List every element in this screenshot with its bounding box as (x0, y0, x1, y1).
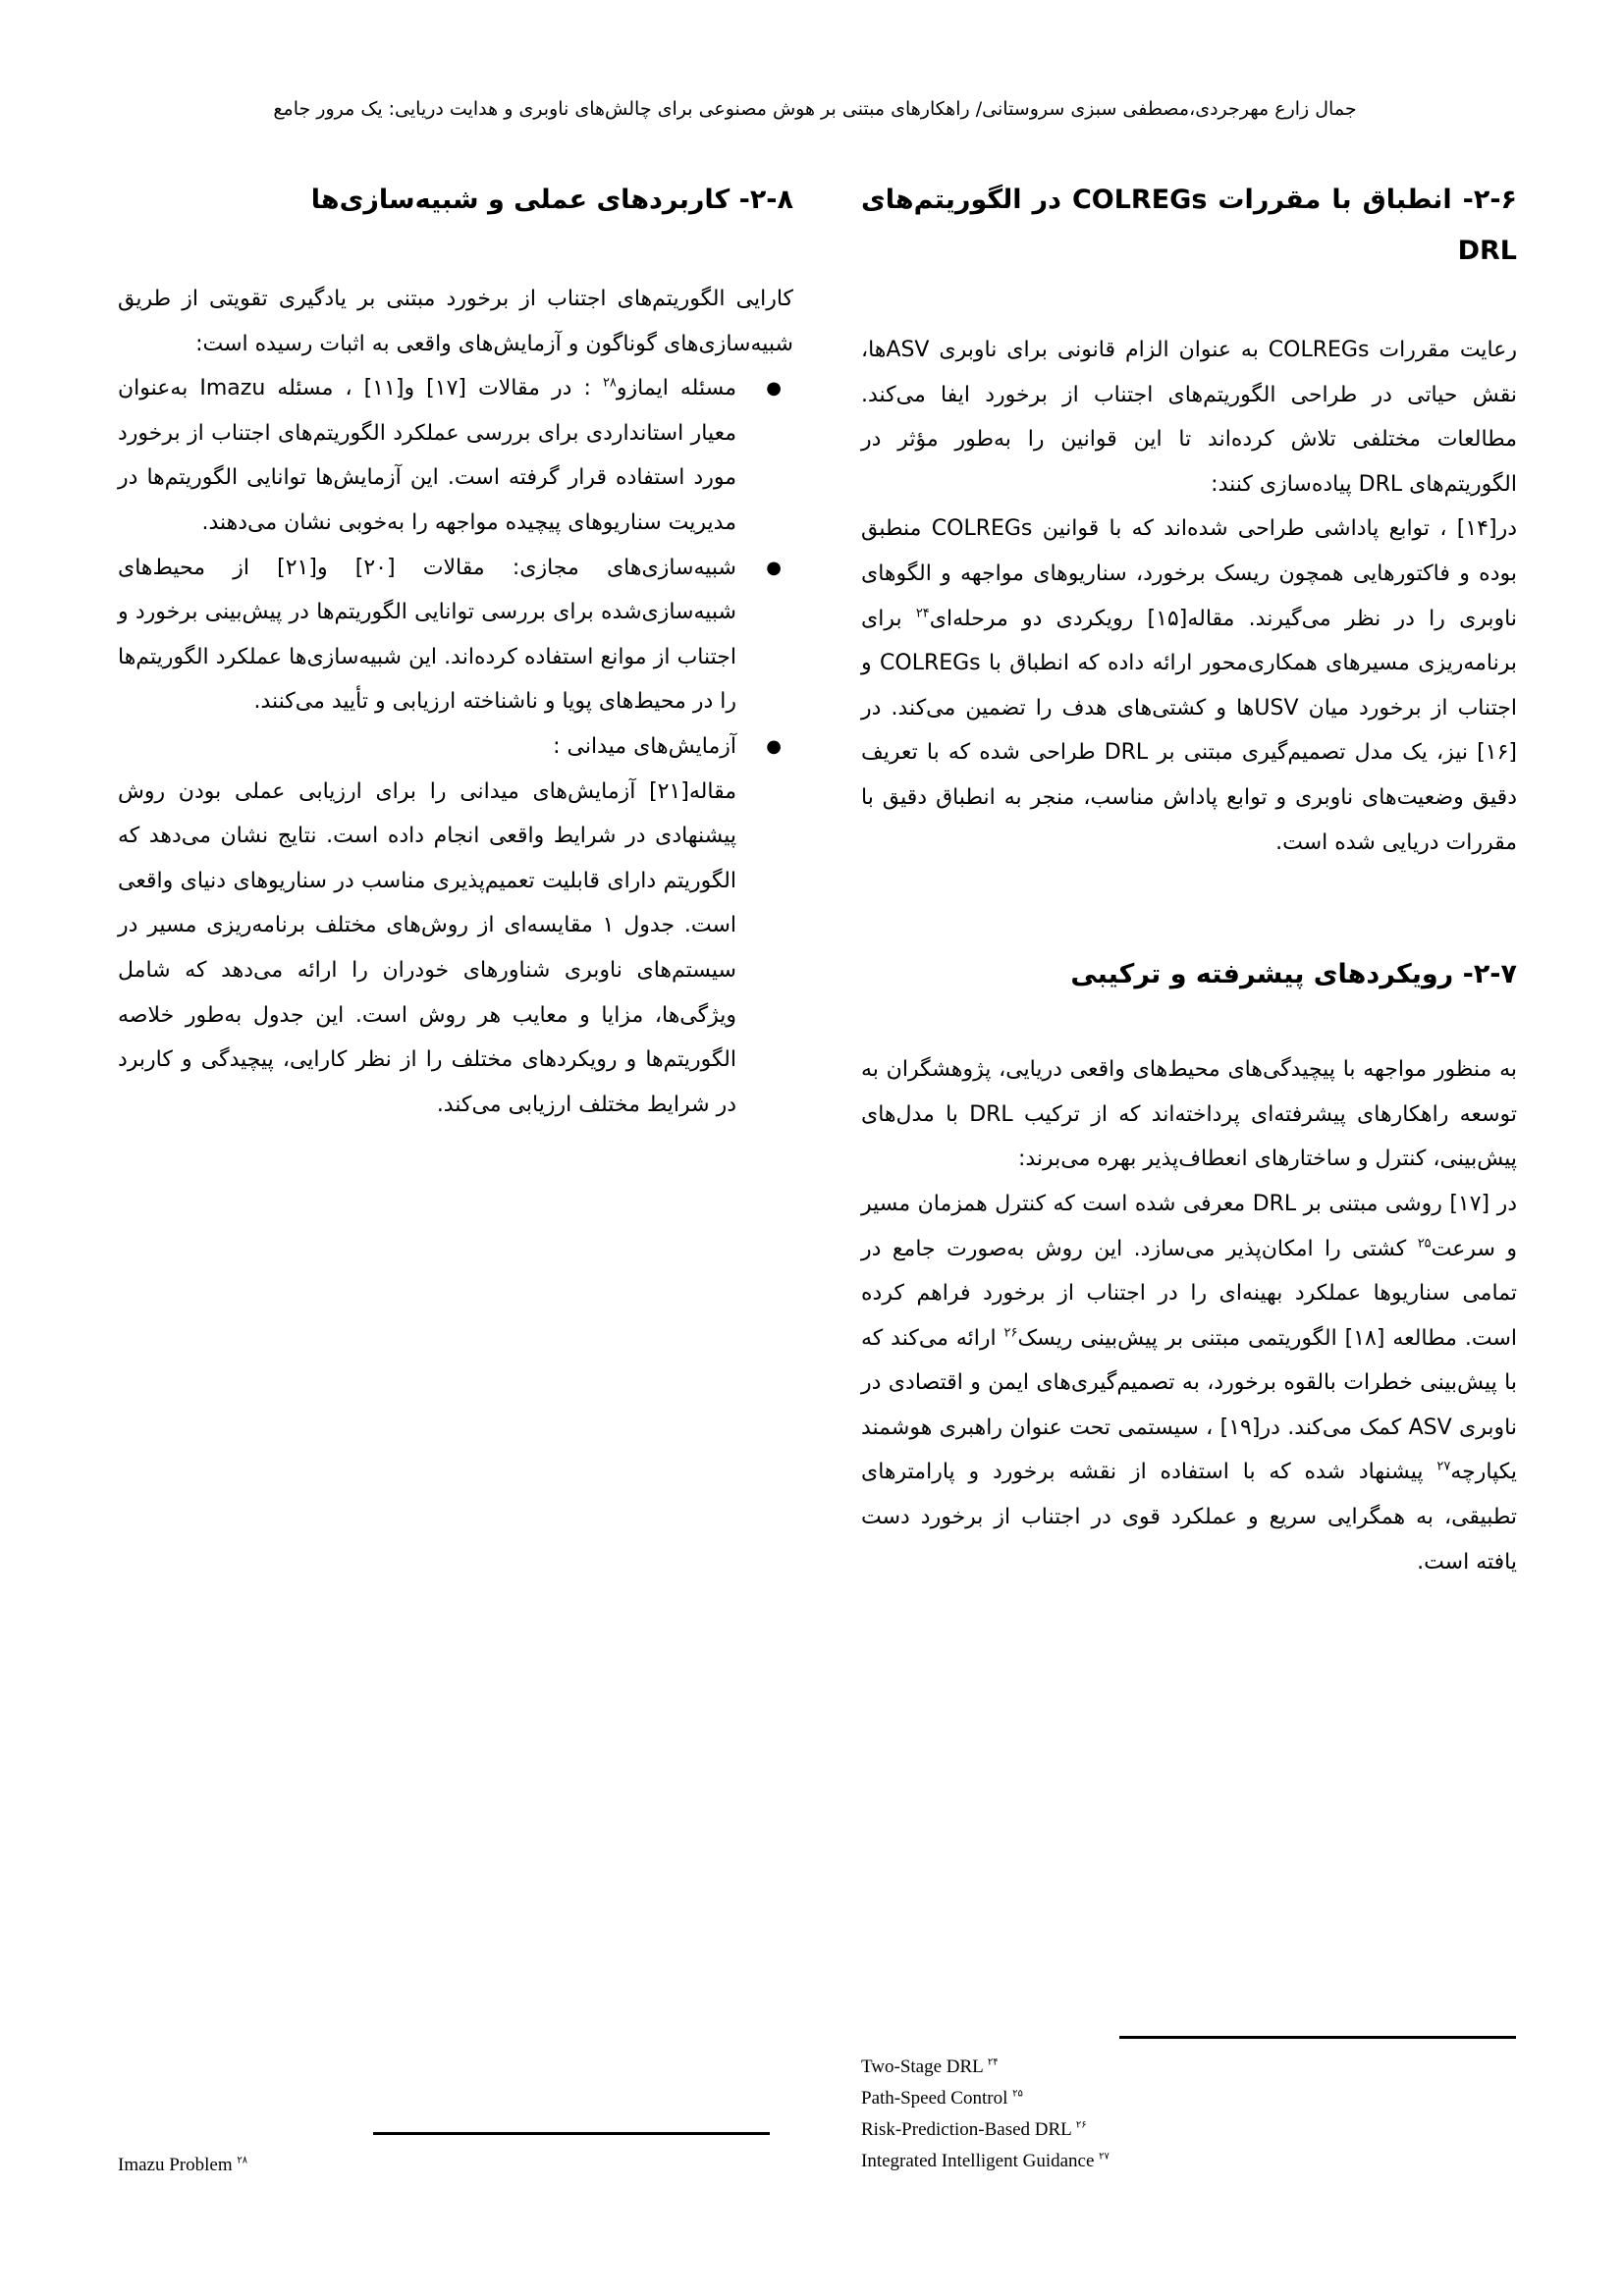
text-run: آزمایش‌های میدانی : (553, 733, 736, 759)
footnote-number: ۲۵ (1012, 2088, 1023, 2100)
footnote-number: ۲۷ (1099, 2151, 1110, 2163)
footnotes-right (861, 2052, 1110, 2177)
footnotes-left (118, 2150, 247, 2181)
list-item (118, 724, 782, 770)
footnote-number: ۲۸ (237, 2155, 248, 2166)
footnote-text: Integrated Intelligent Guidance (861, 2151, 1095, 2171)
right-column (861, 175, 1517, 1584)
footnote-separator (373, 2132, 770, 2135)
footnote-text: Two-Stage DRL (861, 2056, 984, 2077)
footnote-ref[interactable]: ۲۵ (1417, 1236, 1432, 1252)
text-run: کشتی را امکان‌پذیر می‌سازد. این روش به‌صورت جامع در تمامی سناریوها عملکرد بهینه‌ای را در اجتناب از برخورد فراهم کرده است. مطالعه [۱۸] الگوریتمی مبتنی بر پیش‌بینی ریسک (861, 1236, 1518, 1351)
paragraph (861, 1182, 1517, 1584)
bullet-icon: ● (766, 378, 782, 400)
footnote-text: Risk-Prediction-Based DRL (861, 2119, 1072, 2140)
list-item (118, 546, 782, 724)
paragraph: به منظور مواجهه با پیچیدگی‌های محیط‌های واقعی دریایی، پژوهشگران به توسعه راهکارهای پیشرفته‌ای پرداخته‌اند که از ترکیب DRL با مدل‌های پیش‌بینی، کنترل و ساختارهای انعطاف‌پذیر بهره می‌برند: (861, 1057, 1517, 1172)
text-run: مسئله ایمازو (616, 376, 736, 401)
footnote-ref[interactable]: ۲۷ (1436, 1460, 1451, 1475)
text-run: برای برنامه‌ریزی مسیرهای همکاری‌محور ارائه داده که انطباق با COLREGs و اجتناب از برخورد میان USVها و کشتی‌های هدف را تضمین می‌کند. در [۱۶] نیز، یک مدل تصمیم‌گیری مبتنی بر DRL طراحی شده که با تعریف دقیق وضعیت‌های ناوبری و توابع پاداش مناسب، منجر به انطباق دقیق با مقررات دریایی شده است. (861, 606, 1517, 855)
text-run: ارائه می‌کند که با پیش‌بینی خطرات بالقوه برخورد، به تصمیم‌گیری‌های ایمن و اقتصادی در ناوبری ASV کمک می‌کند. در[۱۹] ، سیستمی تحت عنوان راهبری هوشمند یکپارچه (861, 1325, 1517, 1485)
list-item (118, 366, 782, 545)
footnote-number: ۲۴ (987, 2056, 999, 2068)
footnote (861, 2114, 1110, 2146)
footnote-ref[interactable]: ۲۶ (1003, 1325, 1018, 1341)
footnote-text: Imazu Problem (118, 2155, 233, 2175)
section-heading-2-6: ۲-۶- انطباق با مقررات COLREGs در الگوریتم‌های DRL (861, 185, 1518, 266)
footnote (861, 2052, 1110, 2083)
bullet-icon: ● (766, 735, 782, 757)
footnote-number: ۲۶ (1075, 2119, 1087, 2131)
running-header: جمال زارع مهرجردی،مصطفی سبزی سروستانی/ راهکارهای مبتنی بر هوش مصنوعی برای چالش‌های ناوبری و هدایت دریایی: یک مرور جامع (273, 98, 1357, 120)
paragraph: مقاله[۲۱] آزمایش‌های میدانی را برای ارزیابی عملی بودن روش پیشنهادی در شرایط واقعی انجام داده است. نتایج نشان می‌دهد که الگوریتم دارای قابلیت تعمیم‌پذیری مناسب در سناریوهای دنیای واقعی است. جدول ۱ مقایسه‌ای از روش‌های مختلف برنامه‌ریزی مسیر در سیستم‌های ناوبری شناورهای خودران را ارائه می‌دهد که شامل ویژگی‌ها، مزایا و معایب هر روش است. این جدول به‌طور خلاصه الگوریتم‌ها و رویکردهای مختلف را از نظر کارایی، پیچیدگی و کاربرد در شرایط مختلف ارزیابی می‌کند. (118, 778, 736, 1117)
left-column (118, 175, 793, 1127)
section-heading-2-7: ۲-۷- رویکردهای پیشرفته و ترکیبی (1070, 959, 1517, 990)
text-run: پیشنهاد شده که با استفاده از نقشه برخورد و پارامترهای تطبیقی، به همگرایی سریع و عملکرد قوی در اجتناب از برخورد دست یافته است. (861, 1460, 1517, 1575)
footnote-text: Path-Speed Control (861, 2088, 1008, 2109)
footnote (861, 2083, 1110, 2114)
footnote (861, 2146, 1110, 2177)
footnote-ref[interactable]: ۲۸ (602, 375, 617, 391)
text-run: شبیه‌سازی‌های مجازی: مقالات [۲۰] و[۲۱] از محیط‌های شبیه‌سازی‌شده برای بررسی توانایی الگوریتم‌ها در پیش‌بینی برخورد و اجتناب از موانع استفاده کرده‌اند. این شبیه‌سازی‌ها عملکرد الگوریتم‌ها را در محیط‌های پویا و ناشناخته ارزیابی و تأیید می‌کنند. (118, 555, 736, 715)
paragraph: کارایی الگوریتم‌های اجتناب از برخورد مبتنی بر یادگیری تقویتی از طریق شبیه‌سازی‌های گوناگون و آزمایش‌های واقعی به اثبات رسیده است: (118, 287, 793, 356)
text-run: : در مقالات [۱۷] و[۱۱] ، مسئله Imazu به‌عنوان معیار استانداردی برای بررسی عملکرد الگوریتم‌های اجتناب از برخورد مورد استفاده قرار گرفته است. این آزمایش‌ها توانایی الگوریتم‌ها در مدیریت سناریوهای پیچیده مواجهه را به‌خوبی نشان می‌دهند. (118, 376, 736, 535)
footnote (118, 2150, 247, 2181)
text-run: در[۱۴] ، توابع پاداشی طراحی شده‌اند که با قوانین COLREGs منطبق بوده و فاکتورهایی همچون ریسک برخورد، سناریوهای مواجهه و الگوهای ناوبری را در نظر می‌گیرند. مقاله[۱۵] رویکردی دو مرحله‌ای (861, 516, 1517, 631)
paragraph: رعایت مقررات COLREGs به عنوان الزام قانونی برای ناوبری ASVها، نقش حیاتی در طراحی الگوریتم‌های اجتناب از برخورد ایفا می‌کند. مطالعات مختلفی تلاش کرده‌اند تا این قوانین را به‌طور مؤثر در الگوریتم‌های DRL پیاده‌سازی کنند: (861, 338, 1518, 497)
section-heading-2-8: ۲-۸- کاربردهای عملی و شبیه‌سازی‌ها (310, 185, 793, 215)
text-run: در [۱۷] روشی مبتنی بر DRL معرفی شده است که کنترل همزمان مسیر و سرعت (861, 1191, 1518, 1261)
paragraph (861, 507, 1517, 865)
bullet-list (118, 366, 793, 769)
footnote-separator (1119, 2036, 1516, 2039)
footnote-ref[interactable]: ۲۴ (915, 606, 930, 621)
bullet-icon: ● (766, 557, 782, 578)
